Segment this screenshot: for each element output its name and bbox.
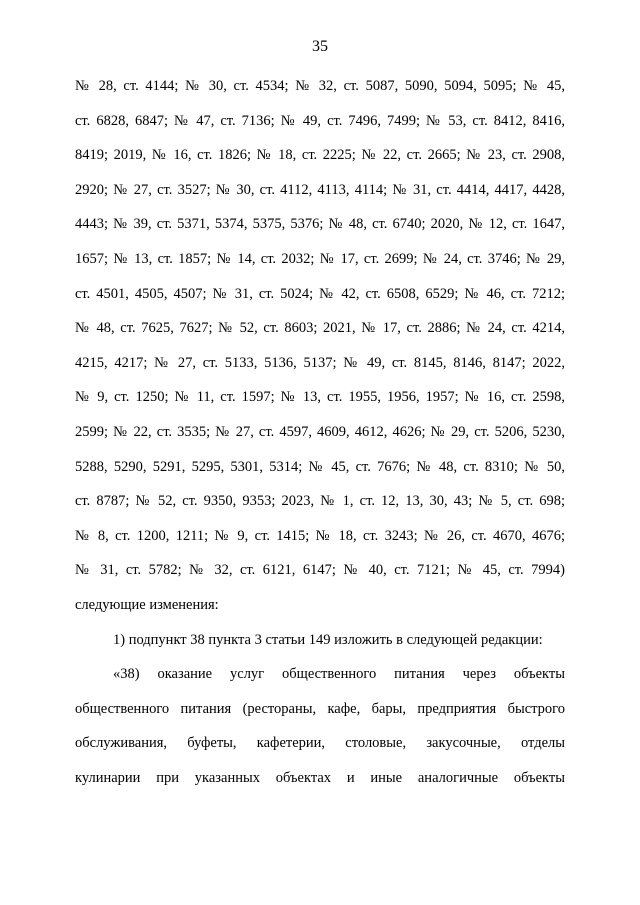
- text-line: № 48, ст. 7625, 7627; № 52, ст. 8603; 2021, № 17, ст. 2886; № 24, ст. 4214,: [75, 320, 565, 337]
- text-line: № 9, ст. 1250; № 11, ст. 1597; № 13, ст. 1955, 1956, 1957; № 16, ст. 2598,: [75, 389, 565, 406]
- text-line: 2599; № 22, ст. 3535; № 27, ст. 4597, 4609, 4612, 4626; № 29, ст. 5206, 5230,: [75, 423, 565, 440]
- text-line: № 8, ст. 1200, 1211; № 9, ст. 1415; № 18, ст. 3243; № 26, ст. 4670, 4676;: [75, 527, 565, 544]
- text-line: 1) подпункт 38 пункта 3 статьи 149 изложить в следующей редакции:: [113, 631, 543, 648]
- text-line: 4215, 4217; № 27, ст. 5133, 5136, 5137; № 49, ст. 8145, 8146, 8147; 2022,: [75, 354, 565, 371]
- text-line: 8419; 2019, № 16, ст. 1826; № 18, ст. 2225; № 22, ст. 2665; № 23, ст. 2908,: [75, 147, 565, 164]
- text-line: «38) оказание услуг общественного питания через объекты: [113, 666, 565, 683]
- document-body: [75, 76, 565, 802]
- text-line: ст. 6828, 6847; № 47, ст. 7136; № 49, ст. 7496, 7499; № 53, ст. 8412, 8416,: [75, 112, 565, 129]
- text-line: следующие изменения:: [75, 596, 219, 613]
- text-line: ст. 4501, 4505, 4507; № 31, ст. 5024; № 42, ст. 6508, 6529; № 46, ст. 7212;: [75, 285, 565, 302]
- text-line: 4443; № 39, ст. 5371, 5374, 5375, 5376; № 48, ст. 6740; 2020, № 12, ст. 1647,: [75, 216, 565, 233]
- text-line: кулинарии при указанных объектах и иные аналогичные объекты: [75, 769, 565, 786]
- text-line: общественного питания (рестораны, кафе, бары, предприятия быстрого: [75, 700, 565, 717]
- text-line: № 31, ст. 5782; № 32, ст. 6121, 6147; № 40, ст. 7121; № 45, ст. 7994): [75, 562, 565, 579]
- page-number: 35: [312, 38, 328, 55]
- text-line: ст. 8787; № 52, ст. 9350, 9353; 2023, № 1, ст. 12, 13, 30, 43; № 5, ст. 698;: [75, 493, 565, 510]
- text-line: обслуживания, буфеты, кафетерии, столовые, закусочные, отделы: [75, 735, 565, 752]
- text-line: 5288, 5290, 5291, 5295, 5301, 5314; № 45, ст. 7676; № 48, ст. 8310; № 50,: [75, 458, 565, 475]
- text-line: 2920; № 27, ст. 3527; № 30, ст. 4112, 4113, 4114; № 31, ст. 4414, 4417, 4428,: [75, 181, 565, 198]
- text-line: 1657; № 13, ст. 1857; № 14, ст. 2032; № 17, ст. 2699; № 24, ст. 3746; № 29,: [75, 250, 565, 267]
- text-line: № 28, ст. 4144; № 30, ст. 4534; № 32, ст. 5087, 5090, 5094, 5095; № 45,: [75, 78, 565, 94]
